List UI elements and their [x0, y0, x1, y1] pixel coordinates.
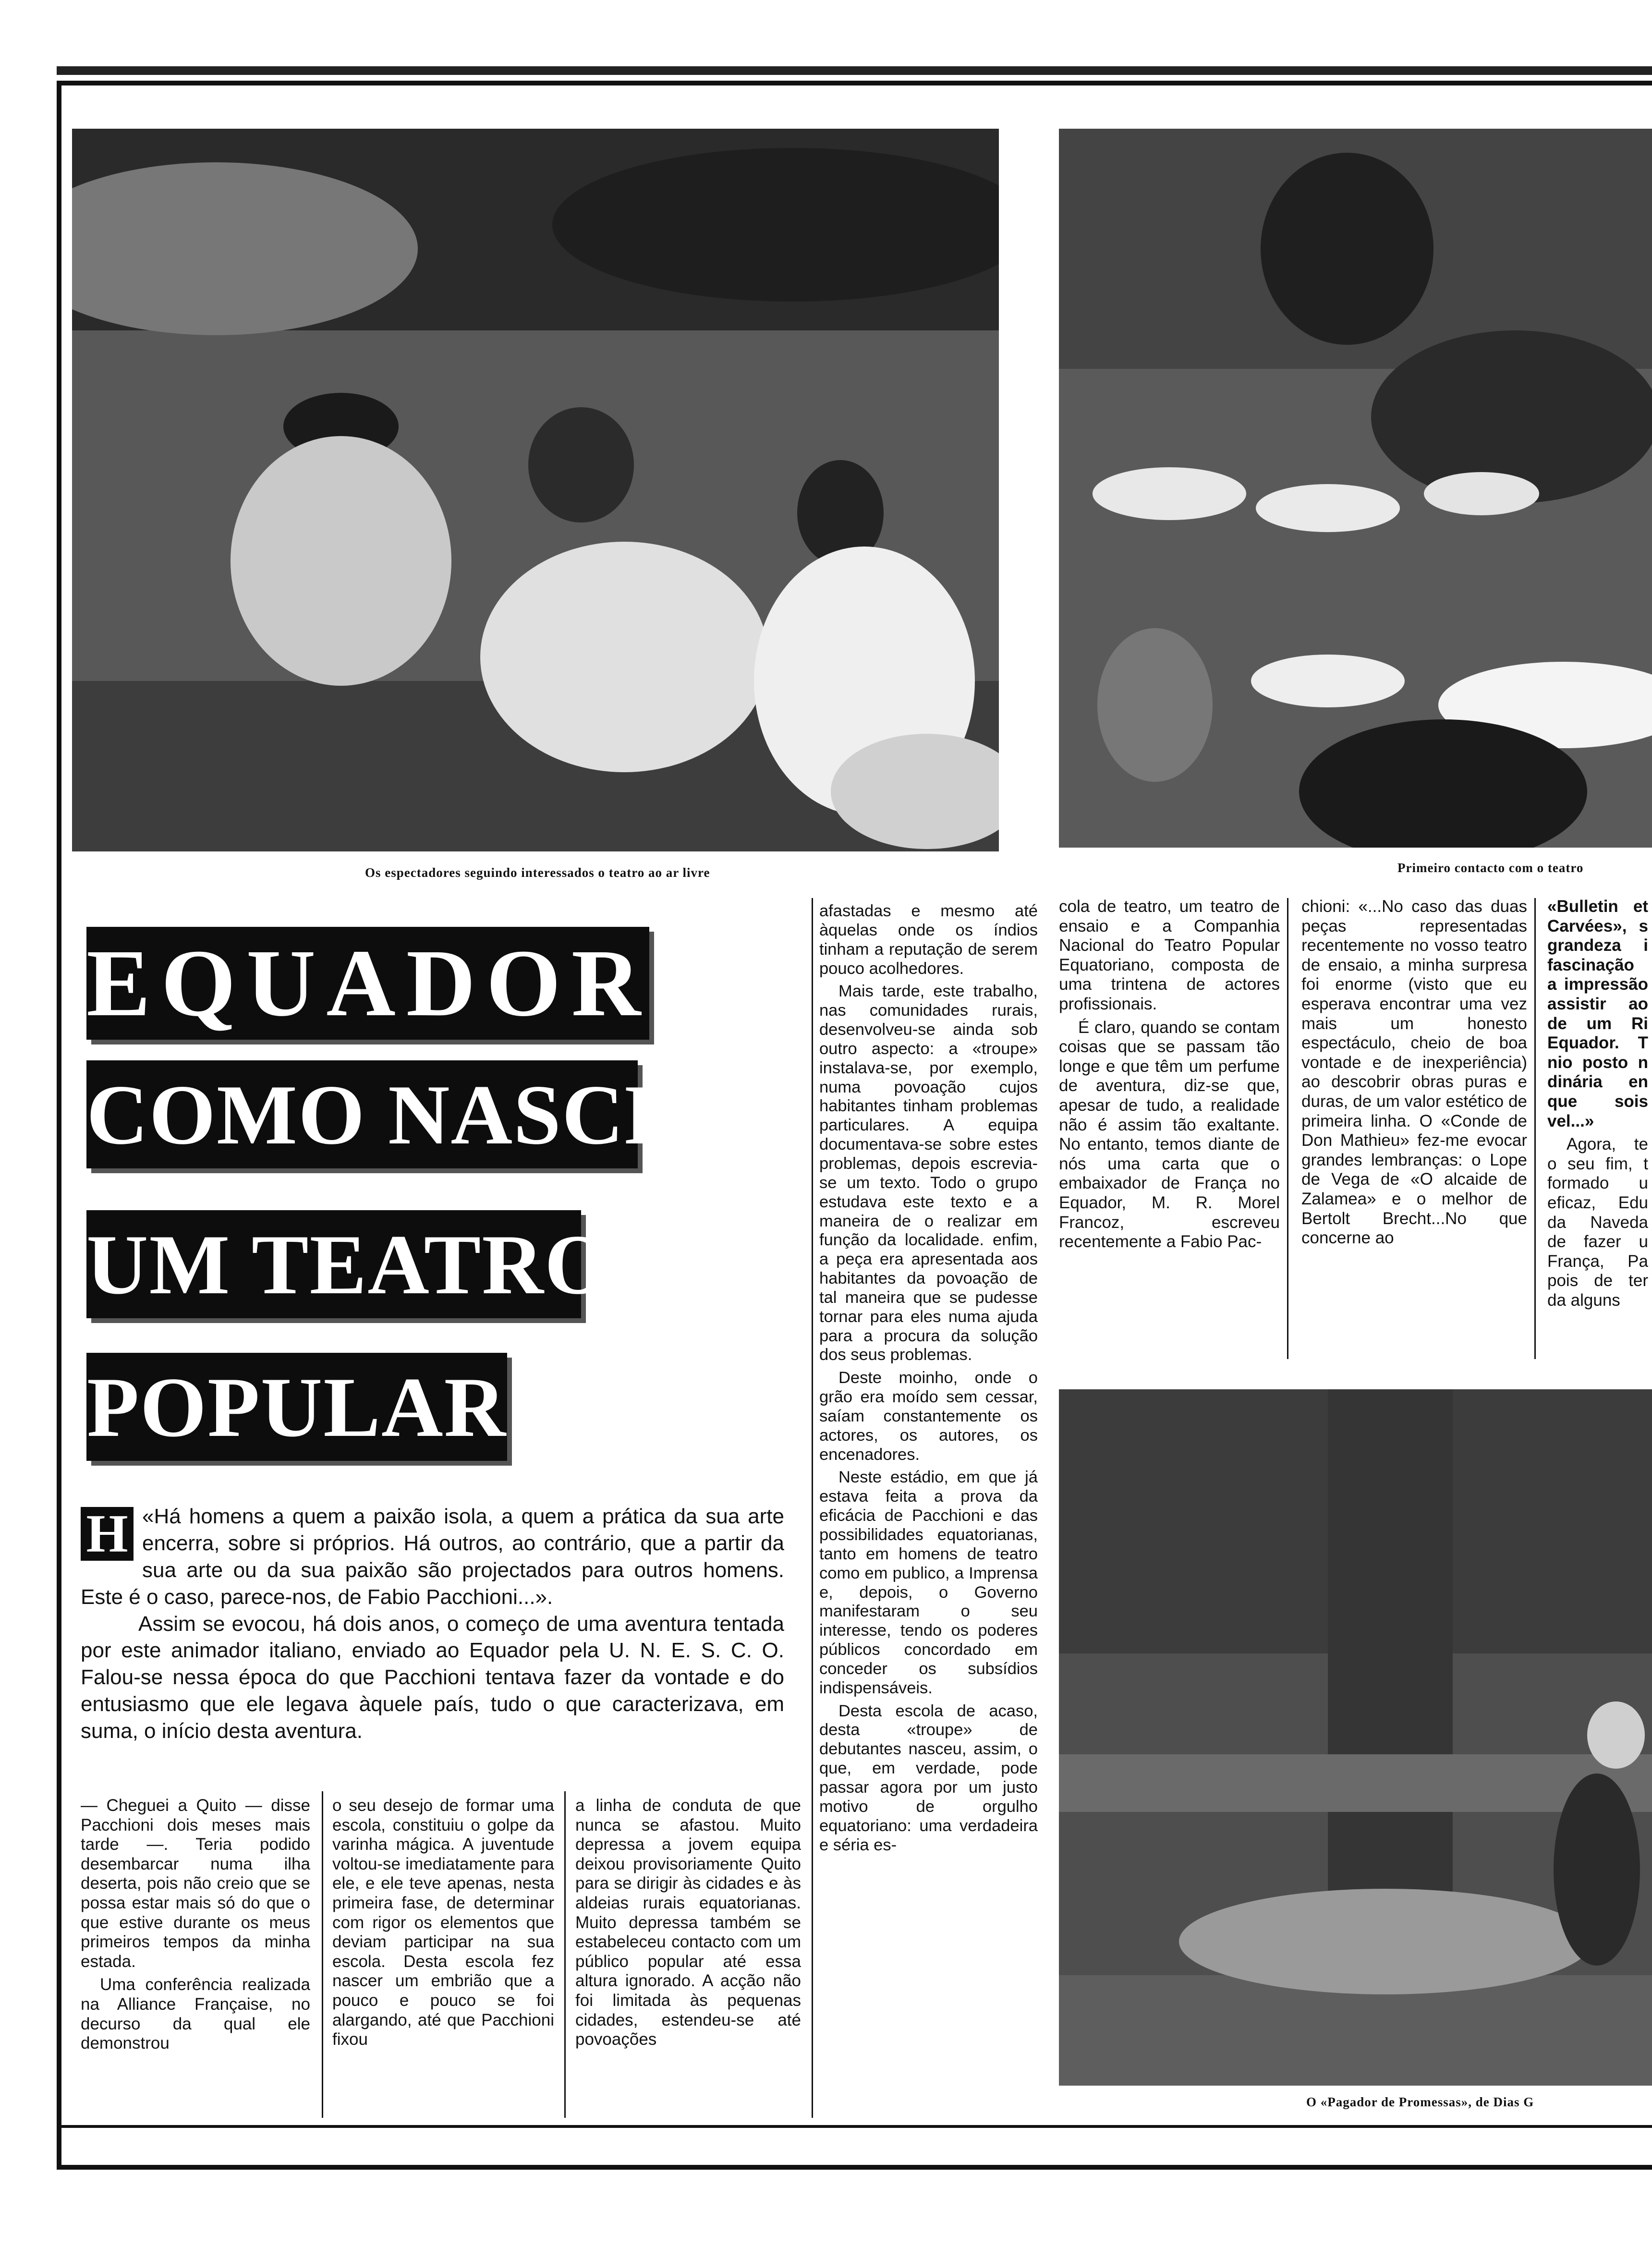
paragraph: Mais tarde, este trabalho, nas comunidades rurais, desenvolveu-se ainda sob outro aspecto: a «troupe» instalava-se, por exemplo, numa povoação cujos habitantes tinham problemas particulares. A equipa documentava-se sobre estes problemas, depois escrevia-se um texto. Todo o grupo estudava este texto e a maneira de o realizar em função da localidade. enfim, a peça era apresentada aos habitantes da povoação de tal maneira que se pudesse tornar para eles numa ajuda para a procura da solução dos seus problemas.	[819, 982, 1038, 1364]
column-5	[1059, 897, 1280, 1256]
caption-spectators: Os espectadores seguindo interessados o teatro ao ar livre	[365, 865, 710, 880]
photo-spectators	[72, 129, 999, 851]
paragraph: Uma conferência realizada na Alliance Française, no decurso da qual ele demonstrou	[81, 1975, 310, 2053]
caption-first-contact: Primeiro contacto com o teatro	[1397, 861, 1584, 875]
column-1	[81, 1796, 310, 2057]
photo-first-contact	[1059, 129, 1652, 848]
column-rule	[1534, 898, 1536, 1359]
headline-line-1: EQUADOR:	[86, 927, 649, 1040]
paragraph: Neste estádio, em que já estava feita a prova da eficácia de Pacchioni e das possibilidades equatorianas, tanto em homens de teatro como em publico, a Imprensa e, depois, o Governo manifestaram o seu interesse, tendo os poderes públicos concordado em conceder os subsídios indispensáveis.	[819, 1468, 1038, 1697]
column-3	[575, 1796, 801, 2053]
headline-line-4: POPULAR	[86, 1353, 507, 1461]
paragraph: o seu desejo de formar uma escola, constituiu o golpe da varinha mágica. A juventude voltou-se imediatamente para ele, e ele teve apenas, nesta primeira fase, de determinar com rigor os elementos que deviam participar na sua escola. Desta escola fez nascer um embrião que a pouco e pouco se foi alargando, até que Pacchioni fixou	[332, 1796, 554, 2049]
column-4	[819, 902, 1038, 1858]
intro-paragraph-2: Assim se evocou, há dois anos, o começo de uma aventura tentada por este animador italiano, enviado ao Equador pela U. N. E. S. C. O. Falou-se nessa época do que Pacchioni tentava fazer da vontade e do entusiasmo que ele legava àquele país, tudo o que caracterizava, em suma, o início desta aventura.	[81, 1612, 784, 1743]
bottom-rule	[61, 2125, 1652, 2128]
column-rule	[322, 1791, 323, 2118]
intro-lead	[81, 1503, 784, 1745]
column-2	[332, 1796, 554, 2053]
caption-pagador: O «Pagador de Promessas», de Dias G	[1306, 2095, 1534, 2109]
paragraph: — Cheguei a Quito — disse Pacchioni dois meses mais tarde —. Teria podido desembarcar numa ilha deserta, pois não creio que se possa estar mais só do que o que estive durante os meus primeiros tempos da minha estada.	[81, 1796, 310, 1971]
intro-paragraph-1: «Há homens a quem a paixão isola, a quem a prática da sua arte encerra, sobre si próprios. Há outros, ao contrário, que a partir da sua arte ou da sua paixão são projectados para outros homens. Este é o caso, parece-nos, de Fabio Pacchioni...».	[81, 1505, 784, 1609]
paragraph: afastadas e mesmo até àquelas onde os índios tinham a reputação de serem pouco acolhedores.	[819, 902, 1038, 978]
paragraph: Desta escola de acaso, desta «troupe» de debutantes nasceu, assim, o que, em verdade, pode passar agora por um justo motivo de orgulho equatoriano: uma verdadeira e séria es-	[819, 1701, 1038, 1854]
column-7	[1547, 897, 1648, 1358]
column-rule	[812, 898, 813, 2118]
column-rule	[564, 1791, 566, 2118]
top-border-bar	[57, 66, 1652, 75]
column-6	[1301, 897, 1527, 1252]
paragraph: É claro, quando se contam coisas que se passam tão longe e que têm um perfume de aventura, diz-se que, apesar de tudo, a realidade não é assim tão exaltante. No entanto, temos diante de nós uma carta que o embaixador de França no Equador, M. R. Morel Francoz, escreveu recentemente a Fabio Pac-	[1059, 1018, 1280, 1251]
paragraph: Agora, te o seu fim, t formado u eficaz, Edu da Naveda de fazer u França, Pa pois de ter da alguns	[1547, 1135, 1648, 1310]
paragraph: Deste moinho, onde o grão era moído sem cessar, saíam constantemente os actores, os autores, os encenadores.	[819, 1369, 1038, 1464]
drop-cap: H	[81, 1507, 134, 1561]
photo-pagador-de-promessas	[1059, 1389, 1652, 2086]
paragraph: cola de teatro, um teatro de ensaio e a Companhia Nacional do Teatro Popular Equatoriano, composta de uma trintena de actores profissionais.	[1059, 897, 1280, 1013]
paragraph: a linha de conduta de que nunca se afastou. Muito depressa a jovem equipa deixou provisoriamente Quito para se dirigir às cidades e às aldeias rurais equatorianas. Muito depressa também se estabeleceu contacto com um público popular até essa altura ignorado. A acção não foi limitada às pequenas cidades, estendeu-se até povoações	[575, 1796, 801, 2049]
paragraph: «Bulletin et Carvées», s grandeza i fascinação a impressão assistir ao de um Ri Equador. T nio posto n dinária en que sois vel...»	[1547, 897, 1648, 1130]
headline-line-2: COMO NASCE	[86, 1060, 638, 1168]
headline-line-3: UM TEATRO	[86, 1210, 581, 1318]
column-rule	[1287, 898, 1288, 1359]
paragraph: chioni: «...No caso das duas peças representadas recentemente no vosso teatro de ensaio, a minha surpresa foi enorme (visto que eu esperava encontrar uma vez mais um honesto espectáculo, cheio de boa vontade e de inexperiência) ao descobrir obras puras e duras, de um valor estético de primeira linha. O «Conde de Don Mathieu» fez-me evocar grandes lembranças: o Lope de Vega de «O alcaide de Zalamea» e o melhor de Bertolt Brecht...No que concerne ao	[1301, 897, 1527, 1248]
